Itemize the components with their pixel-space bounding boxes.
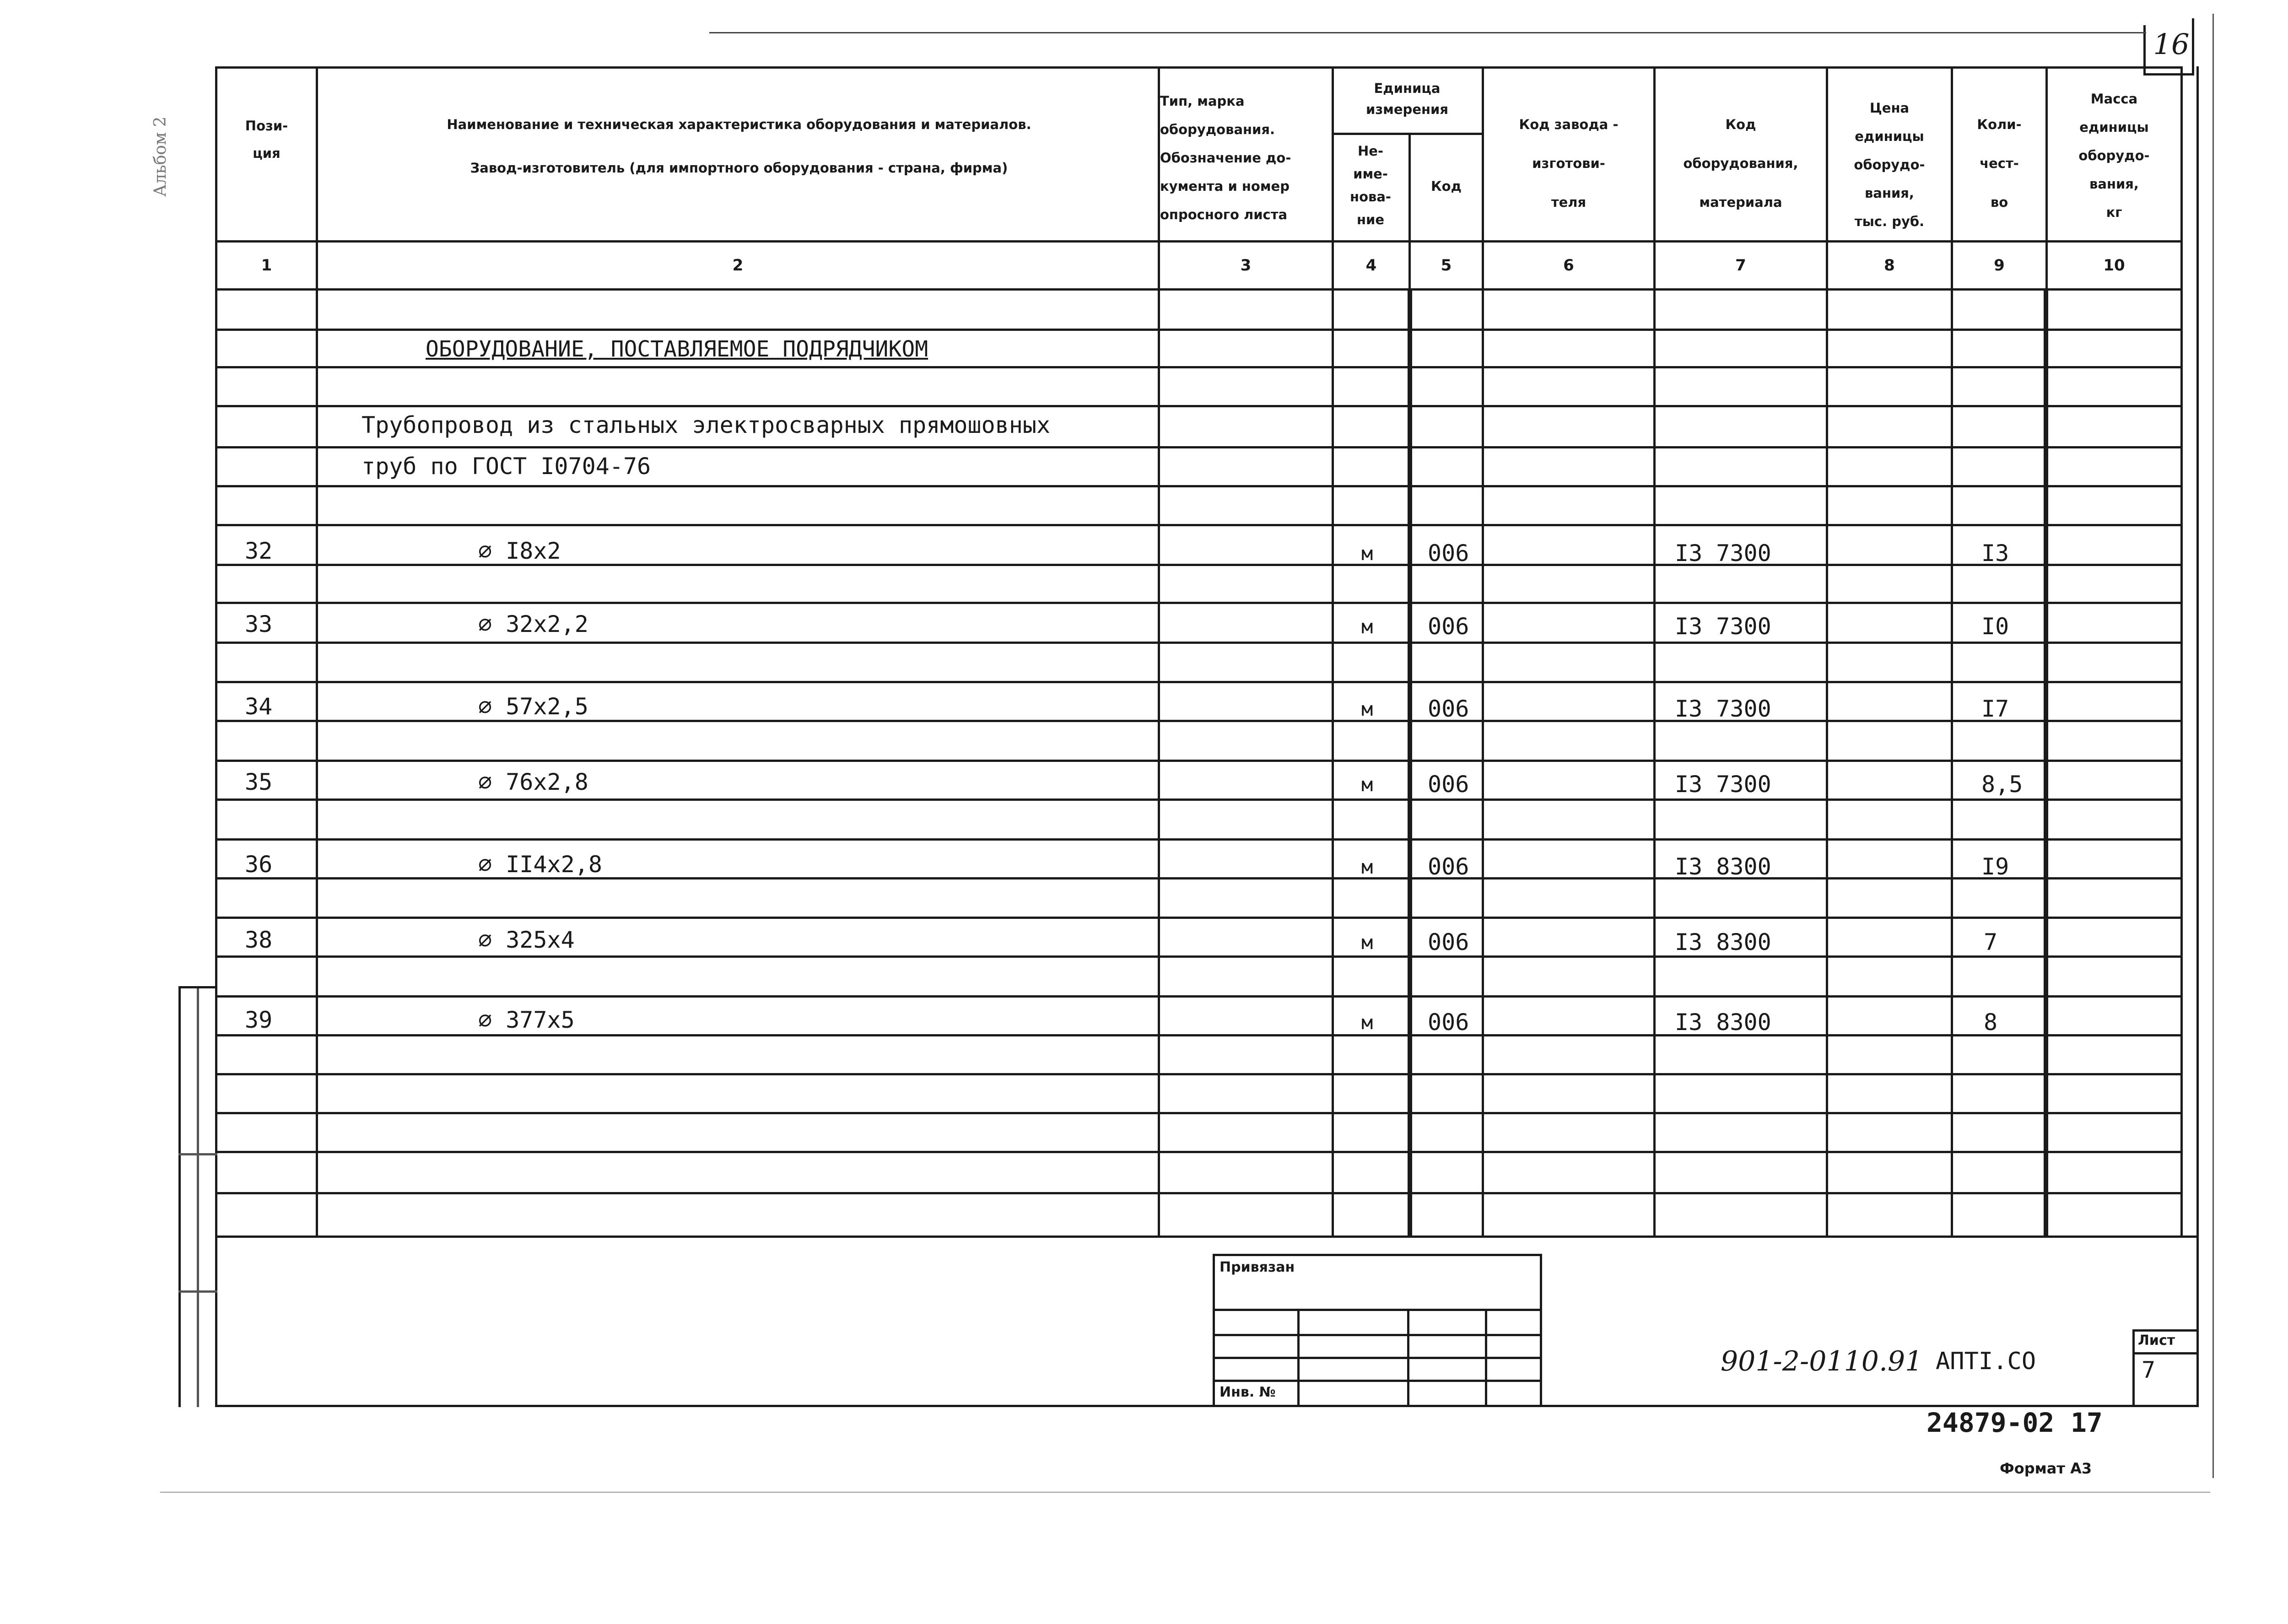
row-position: 32 [245,538,273,564]
header-unit-name: Не- име- нова- ние [1350,143,1391,227]
col-number-7: 7 [1735,256,1746,275]
header-type-mark: Тип, марка оборудования. Обозначение до- кумента и номер опросного листа [1160,93,1291,222]
row-name: ∅ 57x2,5 [478,693,588,720]
row-quantity: 8,5 [1981,771,2023,798]
header-name-line1: Наименование и техническая характеристика оборудования и материалов. [447,117,1031,132]
row-name: ∅ 325x4 [478,927,575,953]
row-unit-code: 006 [1428,1009,1469,1036]
row-item-code: I3 7300 [1675,540,1771,567]
col-number-4: 4 [1365,256,1377,275]
header-quantity: Коли- чест- во [1977,117,2022,210]
header-manufacturer-code: Код завода - изготови- теля [1519,117,1619,210]
row-name: ∅ 32x2,2 [478,611,588,637]
row-position: 38 [245,927,273,953]
header-position: Пози- ция [245,118,288,161]
row-position: 34 [245,693,273,720]
header-unit: Единица измерения [1366,81,1448,117]
header-unit-mass: Масса единицы оборудо- вания, кг [2078,91,2150,220]
row-position: 36 [245,851,273,878]
designation-handwritten: 901-2-0110.91 [1721,1345,1923,1377]
list-number: 7 [2142,1357,2156,1383]
row-unit: м [1361,931,1373,954]
sheet-number: 16 [2153,27,2190,61]
col-number-6: 6 [1563,256,1574,275]
row-unit-code: 006 [1428,929,1469,955]
row-name: ∅ 377x5 [478,1007,575,1033]
row-unit: м [1361,856,1373,878]
subtitle-line-2: труб по ГОСТ I0704-76 [362,453,651,480]
row-unit-code: 006 [1428,853,1469,880]
col-number-9: 9 [1994,256,2005,275]
header-unit-code: Код [1430,178,1462,194]
row-position: 35 [245,769,273,795]
row-quantity: I3 [1981,540,2009,567]
section-title: ОБОРУДОВАНИЕ, ПОСТАВЛЯЕМОЕ ПОДРЯДЧИКОМ [426,336,928,362]
row-item-code: I3 7300 [1675,696,1771,722]
col-number-2: 2 [732,256,744,275]
row-quantity: I7 [1981,696,2009,722]
side-label: Альбом 2 [151,116,170,197]
row-position: 33 [245,611,273,637]
row-item-code: I3 8300 [1675,853,1771,880]
col-number-1: 1 [261,256,272,275]
row-quantity: 7 [1984,929,1998,955]
designation-typed: АПТI.СО [1936,1348,2036,1375]
row-unit: м [1361,1011,1373,1034]
row-item-code: I3 7300 [1675,771,1771,798]
format-label: Формат А3 [2000,1460,2092,1477]
header-item-code: Код оборудования, материала [1683,117,1798,210]
archive-suffix: 17 [2071,1407,2103,1438]
row-name: ∅ I8x2 [478,538,561,564]
row-name: ∅ II4x2,8 [478,851,602,878]
row-item-code: I3 8300 [1675,929,1771,955]
header-unit-price: Цена единицы оборудо- вания, тыс. руб. [1854,100,1925,229]
row-unit: м [1361,615,1373,638]
col-number-8: 8 [1884,256,1895,275]
col-number-5: 5 [1441,256,1452,275]
row-name: ∅ 76x2,8 [478,769,588,795]
row-unit: м [1361,773,1373,796]
row-unit: м [1361,698,1373,720]
row-quantity: I0 [1981,613,2009,640]
row-unit-code: 006 [1428,540,1469,567]
archive-number: 24879-02 [1926,1407,2055,1438]
list-label: Лист [2138,1333,2175,1349]
header-name-line2: Завод-изготовитель (для импортного оборудования - страна, фирма) [470,160,1008,176]
row-unit: м [1361,542,1373,565]
row-unit-code: 006 [1428,696,1469,722]
stamp-privyazan: Привязан [1220,1259,1295,1275]
stamp-inv-no: Инв. № [1220,1384,1276,1400]
row-position: 39 [245,1007,273,1033]
row-quantity: I9 [1981,853,2009,880]
row-item-code: I3 7300 [1675,613,1771,640]
subtitle-line-1: Трубопровод из стальных электросварных прямошовных [362,412,1051,438]
row-unit-code: 006 [1428,771,1469,798]
row-item-code: I3 8300 [1675,1009,1771,1036]
col-number-3: 3 [1240,256,1252,275]
col-number-10: 10 [2103,256,2125,275]
row-quantity: 8 [1984,1009,1998,1036]
row-unit-code: 006 [1428,613,1469,640]
